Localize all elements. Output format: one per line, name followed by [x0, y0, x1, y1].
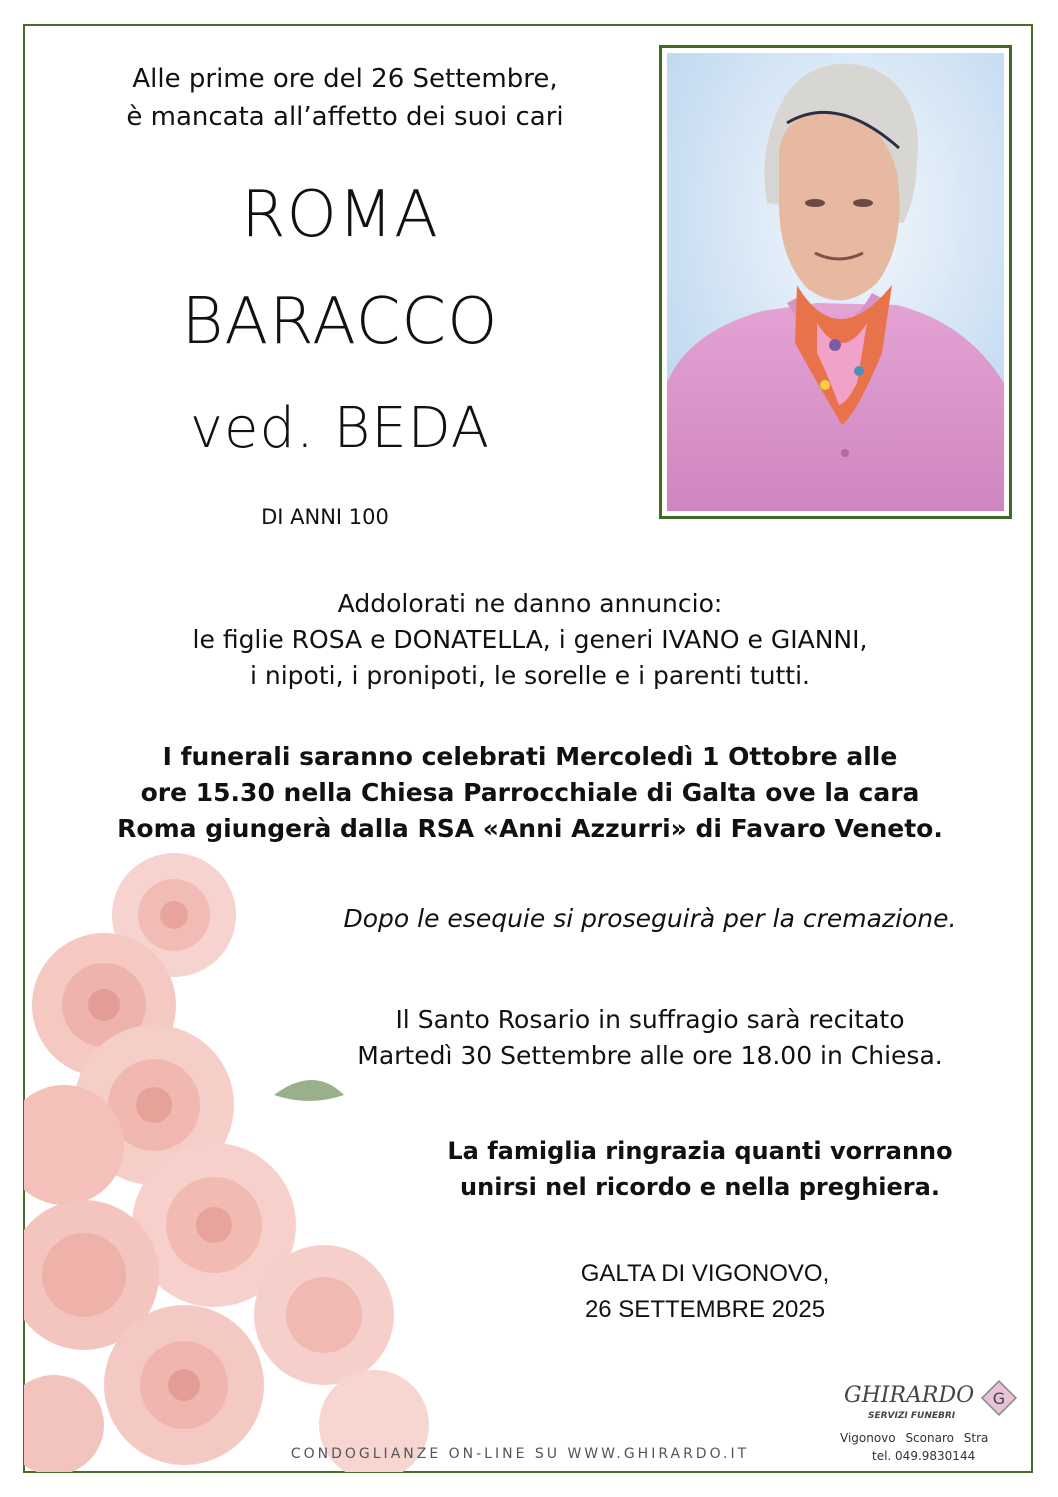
- rosary-info: [300, 1002, 1000, 1074]
- logo-letter: G: [992, 1389, 1006, 1408]
- roses-decoration: [24, 845, 444, 1472]
- last-name: BARACCO: [181, 285, 499, 359]
- funeral-line: Roma giungerà dalla RSA «Anni Azzurri» di Favaro Veneto.: [117, 814, 943, 843]
- logo-phone: tel. 049.9830144: [872, 1449, 976, 1463]
- announcement-line: le figlie ROSA e DONATELLA, i generi IVANO e GIANNI,: [192, 625, 868, 654]
- intro-line: è mancata all’affetto dei suoi cari: [126, 102, 564, 132]
- announcement-line: i nipoti, i pronipoti, le sorelle e i parenti tutti.: [250, 661, 810, 690]
- date-line: 26 SETTEMBRE 2025: [584, 1296, 826, 1323]
- intro-text: [95, 60, 595, 136]
- family-thanks: [400, 1133, 1000, 1205]
- portrait-photo: [667, 53, 1004, 511]
- condolences-link[interactable]: CONDOGLIANZE ON-LINE SU WWW.GHIRARDO.IT: [290, 1446, 750, 1462]
- logo-towns: Vigonovo Sconaro Stra: [840, 1431, 989, 1445]
- place-line: GALTA DI VIGONOVO,: [580, 1260, 830, 1287]
- logo-subtitle: SERVIZI FUNEBRI: [868, 1411, 956, 1421]
- intro-line: Alle prime ore del 26 Settembre,: [132, 64, 558, 94]
- married-name: ved. BEDA: [189, 396, 491, 461]
- portrait-frame: [659, 45, 1012, 519]
- thanks-line: La famiglia ringrazia quanti vorranno: [447, 1137, 953, 1165]
- place-date: [500, 1256, 910, 1328]
- age-label: DI ANNI 100: [261, 505, 389, 529]
- rosary-line: Martedì 30 Settembre alle ore 18.00 in Chiesa.: [357, 1041, 943, 1070]
- funeral-line: ore 15.30 nella Chiesa Parrocchiale di Galta ove la cara: [140, 778, 920, 807]
- first-name: ROMA: [241, 178, 439, 252]
- logo-diamond-icon: [980, 1379, 1018, 1417]
- announcement: [120, 586, 940, 694]
- cremation-note: Dopo le esequie si proseguirà per la cremazione.: [343, 904, 957, 933]
- rosary-line: Il Santo Rosario in suffragio sarà recitato: [395, 1005, 905, 1034]
- funeral-home-logo: [830, 1375, 1035, 1465]
- funeral-details: [80, 739, 980, 847]
- thanks-line: unirsi nel ricordo e nella preghiera.: [460, 1173, 940, 1201]
- announcement-line: Addolorati ne danno annuncio:: [337, 589, 723, 618]
- funeral-line: I funerali saranno celebrati Mercoledì 1 Ottobre alle: [162, 742, 898, 771]
- logo-name: GHIRARDO: [844, 1383, 975, 1408]
